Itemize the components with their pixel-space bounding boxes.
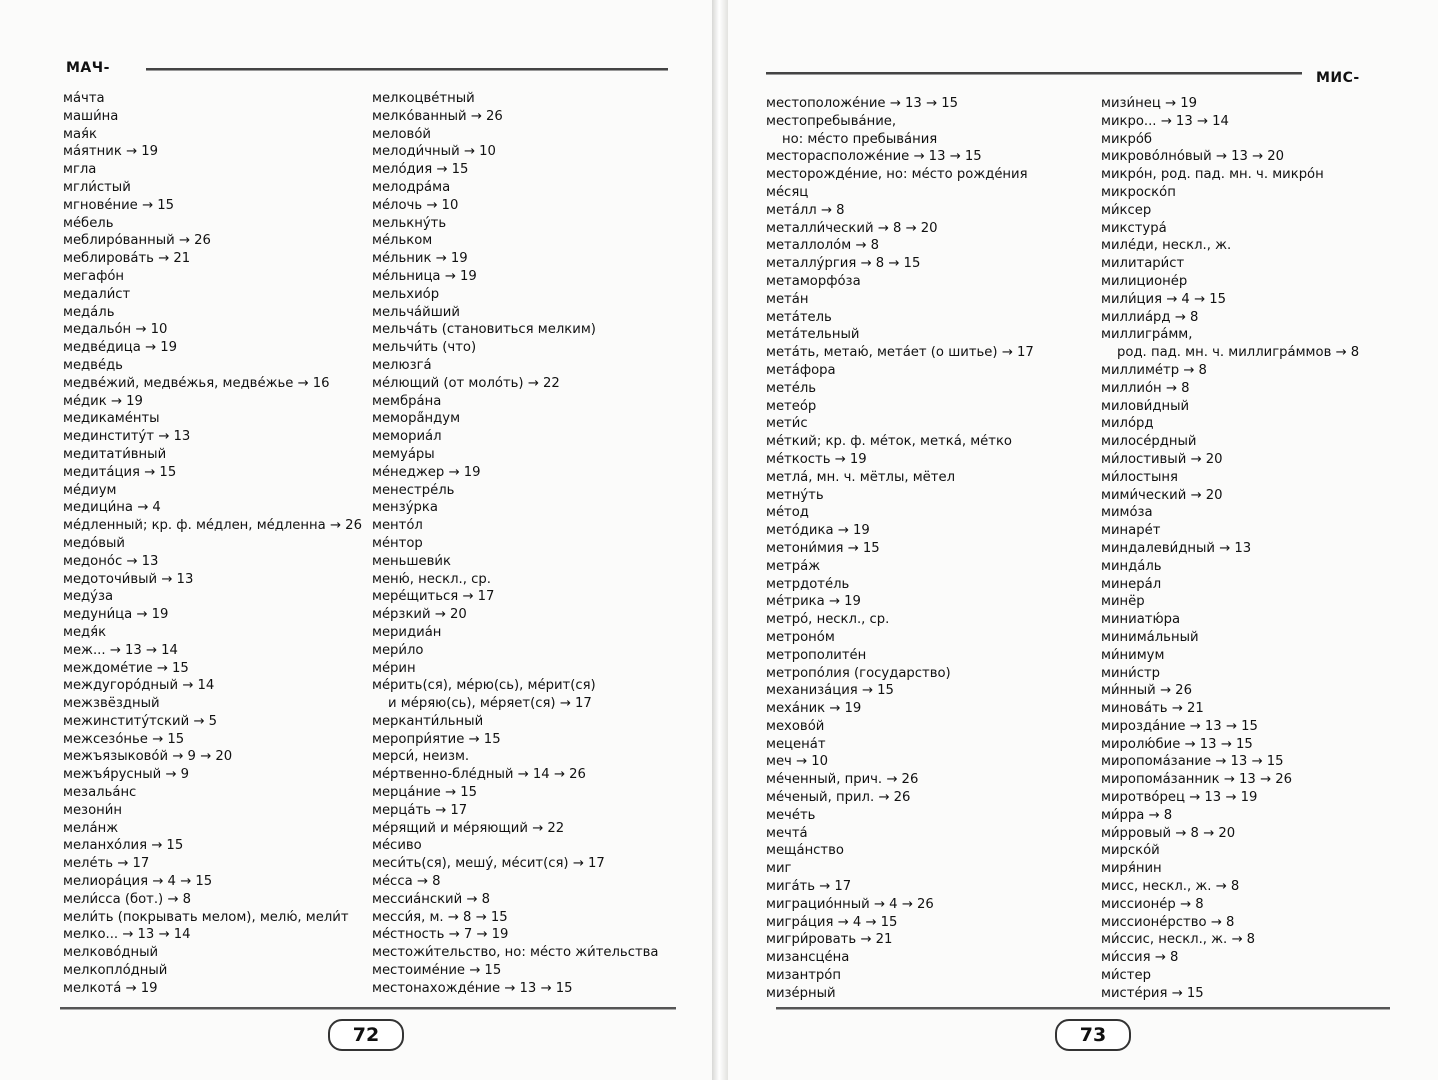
dictionary-entry: мисс, нескл., ж. → 8 <box>1101 879 1240 895</box>
dictionary-entry: ме́дленный; кр. ф. ме́длен, ме́дленна → 26 <box>63 518 362 534</box>
dictionary-entry: мини́стр <box>1101 665 1161 681</box>
dictionary-entry: мерси́, неизм. <box>372 749 470 765</box>
dictionary-entry: менестре́ль <box>372 482 455 498</box>
dictionary-entry: ме́тод <box>766 505 809 521</box>
dictionary-entry: меропри́ятие → 15 <box>372 731 501 747</box>
entry-column <box>766 95 1034 1003</box>
dictionary-entry: метрдоте́ль <box>766 576 850 592</box>
footer-rule <box>60 1007 676 1010</box>
dictionary-entry: медве́жий, медве́жья, медве́жье → 16 <box>63 375 330 391</box>
dictionary-entry: мерканти́льный <box>372 713 484 729</box>
dictionary-entry: местонахожде́ние → 13 → 15 <box>372 980 573 996</box>
dictionary-entry: меха́ник → 19 <box>766 701 862 717</box>
dictionary-entry: микро... → 13 → 14 <box>1101 113 1229 129</box>
dictionary-entry: метаморфо́за <box>766 273 861 289</box>
dictionary-entry: меч → 10 <box>766 754 829 770</box>
dictionary-entry: мая́к <box>63 126 97 142</box>
dictionary-entry: мизансце́на <box>766 950 850 966</box>
dictionary-entry: маши́на <box>63 108 119 124</box>
dictionary-entry: медита́ция → 15 <box>63 464 177 480</box>
dictionary-entry: минаре́т <box>1101 523 1161 539</box>
dictionary-entry: мета́тель <box>766 309 832 325</box>
dictionary-entry: ме́сса → 8 <box>372 874 441 890</box>
dictionary-entry: ме́сяц <box>766 184 809 200</box>
dictionary-entry: медици́на → 4 <box>63 500 161 516</box>
dictionary-entry: металли́ческий → 8 → 20 <box>766 220 938 236</box>
dictionary-entry: мече́ть <box>766 807 816 823</box>
dictionary-entry: меню́, нескл., ср. <box>372 571 491 587</box>
footer-rule <box>776 1007 1390 1010</box>
dictionary-entry: ме́дик → 19 <box>63 393 143 409</box>
dictionary-entry: меблиро́ванный → 26 <box>63 233 211 249</box>
dictionary-entry: металлу́ргия → 8 → 15 <box>766 256 921 272</box>
dictionary-entry: ме́трика → 19 <box>766 594 861 610</box>
dictionary-entry: мете́ль <box>766 380 817 396</box>
dictionary-entry: ме́ченый, прил. → 26 <box>766 790 911 806</box>
dictionary-entry: мельхио́р <box>372 286 440 302</box>
dictionary-entry: межзвёздный <box>63 696 160 712</box>
dictionary-entry: меща́нство <box>766 843 844 859</box>
dictionary-entry: механиза́ция → 15 <box>766 683 894 699</box>
dictionary-entry: ме́рзкий → 20 <box>372 607 467 623</box>
running-head: МИС- <box>1316 70 1360 86</box>
book-gutter <box>712 0 728 1080</box>
dictionary-entry: мемуа́ры <box>372 446 435 462</box>
dictionary-entry: мерца́ть → 17 <box>372 802 468 818</box>
dictionary-entry: медальо́н → 10 <box>63 322 168 338</box>
dictionary-entry: род. пад. мн. ч. миллигра́ммов → 8 <box>1117 345 1360 361</box>
dictionary-entry: микро́н, род. пад. мн. ч. микро́н <box>1101 167 1324 183</box>
dictionary-entry: но: ме́сто пребыва́ния <box>782 131 938 147</box>
dictionary-entry: медоточи́вый → 13 <box>63 571 194 587</box>
dictionary-entry: мелкота́ → 19 <box>63 980 158 996</box>
dictionary-entry: минера́л <box>1101 576 1162 592</box>
dictionary-entry: метра́ж <box>766 558 821 574</box>
dictionary-entry: мигра́ция → 4 → 15 <box>766 914 898 930</box>
dictionary-entry: меду́за <box>63 589 114 605</box>
dictionary-entry: мелюзга́ <box>372 357 432 373</box>
dictionary-entry: местоиме́ние → 15 <box>372 963 502 979</box>
dictionary-entry: ме́стность → 7 → 19 <box>372 927 509 943</box>
page-number: 73 <box>1055 1019 1131 1051</box>
dictionary-entry: миниатю́ра <box>1101 612 1181 628</box>
dictionary-entry: мельчи́ть (что) <box>372 340 477 356</box>
entry-column <box>1101 95 1359 1003</box>
dictionary-entry: ми́ссис, нескл., ж. → 8 <box>1101 932 1256 948</box>
dictionary-entry: минима́льный <box>1101 629 1199 645</box>
dictionary-entry: ме́рящий и ме́ряющий → 22 <box>372 820 565 836</box>
dictionary-entry: медали́ст <box>63 286 131 302</box>
dictionary-entry: мецена́т <box>766 736 826 752</box>
dictionary-entry: микро́б <box>1101 131 1153 147</box>
dictionary-entry: ме́лющий (от моло́ть) → 22 <box>372 375 560 391</box>
dictionary-entry: миг <box>766 861 792 877</box>
dictionary-entry: мегафо́н <box>63 268 125 284</box>
dictionary-entry: миллиа́рд → 8 <box>1101 309 1199 325</box>
dictionary-entry: мисте́рия → 15 <box>1101 985 1204 1001</box>
dictionary-entry: межъя́русный → 9 <box>63 767 190 783</box>
dictionary-entry: ма́ятник → 19 <box>63 144 159 160</box>
entry-column <box>372 90 658 998</box>
dictionary-entry: мгла <box>63 162 97 178</box>
dictionary-entry: металлоло́м → 8 <box>766 238 880 254</box>
dictionary-entry: миропома́зание → 13 → 15 <box>1101 754 1284 770</box>
dictionary-entry: метрополите́н <box>766 647 867 663</box>
dictionary-entry: мизе́рный <box>766 985 836 1001</box>
dictionary-entry: мгнове́ние → 15 <box>63 197 174 213</box>
dictionary-entry: миссионе́рство → 8 <box>1101 914 1235 930</box>
dictionary-entry: ме́ченный, прич. → 26 <box>766 772 919 788</box>
dictionary-entry: медо́вый <box>63 535 126 551</box>
dictionary-entry: милиционе́р <box>1101 273 1188 289</box>
dictionary-entry: мензу́рка <box>372 500 438 516</box>
dictionary-entry: медитати́вный <box>63 446 167 462</box>
dictionary-entry: миротво́рец → 13 → 19 <box>1101 790 1258 806</box>
dictionary-entry: мелко... → 13 → 14 <box>63 927 191 943</box>
dictionary-entry: мирозда́ние → 13 → 15 <box>1101 718 1258 734</box>
dictionary-entry: милосе́рдный <box>1101 434 1197 450</box>
dictionary-entry: минёр <box>1101 594 1145 610</box>
dictionary-entry: ме́рин <box>372 660 416 676</box>
dictionary-entry: мели́ть (покрывать мелом), мелю́, мели́т <box>63 909 349 925</box>
dictionary-entry: миллигра́мм, <box>1101 327 1193 343</box>
dictionary-entry: межсезо́нье → 15 <box>63 731 185 747</box>
dictionary-entry: менто́л <box>372 518 423 534</box>
dictionary-entry: мелкоцве́тный <box>372 91 475 106</box>
dictionary-entry: миле́ди, нескл., ж. <box>1101 238 1232 254</box>
dictionary-entry: минова́ть → 21 <box>1101 701 1204 717</box>
dictionary-entry: ми́ксер <box>1101 202 1152 218</box>
dictionary-entry: мембра́на <box>372 393 442 409</box>
dictionary-entry: ми́лостивый → 20 <box>1101 451 1223 467</box>
dictionary-entry: меле́ть → 17 <box>63 856 150 872</box>
dictionary-entry: миллиме́тр → 8 <box>1101 362 1207 378</box>
dictionary-entry: миропома́занник → 13 → 26 <box>1101 772 1292 788</box>
dictionary-entry: метну́ть <box>766 487 824 503</box>
dictionary-entry: меморa̋ндум <box>372 411 461 427</box>
dictionary-entry: междугоро́дный → 14 <box>63 678 215 694</box>
dictionary-entry: ме́нтор <box>372 535 423 551</box>
dictionary-entry: мемориа́л <box>372 429 442 445</box>
dictionary-entry: миролю́бие → 13 → 15 <box>1101 736 1253 752</box>
entry-column <box>63 90 362 998</box>
dictionary-entry: месси́я, м. → 8 → 15 <box>372 909 508 925</box>
dictionary-entry: медя́к <box>63 624 107 640</box>
dictionary-entry: ме́льком <box>372 233 433 249</box>
dictionary-entry: мимо́за <box>1101 505 1153 521</box>
dictionary-entry: мечта́ <box>766 825 808 841</box>
dictionary-entry: мери́ло <box>372 642 424 658</box>
dictionary-entry: мелково́дный <box>63 945 159 961</box>
dictionary-entry: мели́сса (бот.) → 8 <box>63 891 192 907</box>
dictionary-entry: ме́диум <box>63 482 117 498</box>
right-page <box>728 0 1438 1080</box>
dictionary-entry: мета́ть, метаю́, мета́ет (о шитье) → 17 <box>766 345 1034 361</box>
dictionary-entry: меж... → 13 → 14 <box>63 642 178 658</box>
dictionary-entry: мельча́йший <box>372 304 460 320</box>
dictionary-entry: милитари́ст <box>1101 256 1185 272</box>
dictionary-entry: ме́рить(ся), ме́рю(сь), ме́рит(ся) <box>372 678 596 694</box>
dictionary-entry: мельча́ть (становиться мелким) <box>372 322 596 338</box>
dictionary-entry: мела́нж <box>63 820 119 836</box>
dictionary-entry: ме́сиво <box>372 838 422 854</box>
dictionary-entry: мета́н <box>766 291 809 307</box>
dictionary-entry: ме́ткость → 19 <box>766 451 867 467</box>
dictionary-entry: медве́дица → 19 <box>63 340 178 356</box>
dictionary-entry: ме́льник → 19 <box>372 251 468 267</box>
dictionary-entry: ми́нимум <box>1101 647 1165 663</box>
dictionary-entry: мизантро́п <box>766 968 841 984</box>
dictionary-entry: мига́ть → 17 <box>766 879 852 895</box>
dictionary-entry: ме́ткий; кр. ф. ме́ток, метка́, ме́тко <box>766 434 1012 450</box>
dictionary-entry: мединститу́т → 13 <box>63 429 191 445</box>
dictionary-entry: мелькну́ть <box>372 215 447 231</box>
dictionary-entry: мизи́нец → 19 <box>1101 96 1198 111</box>
dictionary-entry: месторасположе́ние → 13 → 15 <box>766 149 982 165</box>
dictionary-entry: мелодра́ма <box>372 179 451 195</box>
dictionary-entry: мета́лл → 8 <box>766 202 845 218</box>
dictionary-entry: метла́, мн. ч. мётлы, мётел <box>766 469 956 485</box>
header-rule <box>766 72 1302 75</box>
dictionary-entry: мелко́ванный → 26 <box>372 108 503 124</box>
dictionary-entry: мелово́й <box>372 126 431 142</box>
dictionary-entry: ме́лочь → 10 <box>372 197 459 213</box>
dictionary-entry: миря́нин <box>1101 861 1162 877</box>
dictionary-entry: ме́ртвенно-бле́дный → 14 → 26 <box>372 767 586 783</box>
dictionary-entry: меридиа́н <box>372 624 442 640</box>
dictionary-entry: мелкопло́дный <box>63 963 168 979</box>
dictionary-entry: ми́нный → 26 <box>1101 683 1192 699</box>
dictionary-entry: меблирова́ть → 21 <box>63 251 191 267</box>
dictionary-entry: микрово́лно́вый → 13 → 20 <box>1101 149 1285 165</box>
dictionary-entry: месторожде́ние, но: ме́сто рожде́ния <box>766 167 1028 183</box>
dictionary-entry: мета́фора <box>766 362 836 378</box>
dictionary-entry: миссионе́р → 8 <box>1101 896 1204 912</box>
dictionary-entry: метроно́м <box>766 629 835 645</box>
dictionary-entry: меси́ть(ся), мешу́, ме́сит(ся) → 17 <box>372 856 605 872</box>
dictionary-entry: метони́мия → 15 <box>766 540 880 556</box>
dictionary-entry: меланхо́лия → 15 <box>63 838 184 854</box>
dictionary-entry: ме́бель <box>63 215 114 231</box>
dictionary-entry: ма́чта <box>63 91 105 106</box>
dictionary-entry: межинститу́тский → 5 <box>63 713 217 729</box>
dictionary-entry: мелиора́ция → 4 → 15 <box>63 874 213 890</box>
dictionary-entry: мерца́ние → 15 <box>372 785 478 801</box>
dictionary-entry: мело́дия → 15 <box>372 162 469 178</box>
dictionary-entry: метро́, нескл., ср. <box>766 612 890 628</box>
dictionary-entry: мере́щиться → 17 <box>372 589 495 605</box>
dictionary-entry: мими́ческий → 20 <box>1101 487 1223 503</box>
dictionary-entry: ми́лостыня <box>1101 469 1178 485</box>
running-head: МАЧ- <box>66 60 110 76</box>
dictionary-entry: мгли́стый <box>63 179 131 195</box>
dictionary-entry: мезальа́нс <box>63 785 137 801</box>
dictionary-entry: мили́ция → 4 → 15 <box>1101 291 1227 307</box>
dictionary-entry: мезони́н <box>63 802 122 818</box>
dictionary-entry: меньшеви́к <box>372 553 451 569</box>
dictionary-entry: медикаме́нты <box>63 411 160 427</box>
dictionary-entry: ми́рра → 8 <box>1101 807 1173 823</box>
dictionary-entry: ми́ссия → 8 <box>1101 950 1179 966</box>
dictionary-entry: ми́рровый → 8 → 20 <box>1101 825 1236 841</box>
dictionary-entry: ме́неджер → 19 <box>372 464 481 480</box>
dictionary-entry: местопребыва́ние, <box>766 113 897 129</box>
dictionary-entry: мирско́й <box>1101 843 1160 859</box>
dictionary-entry: мигри́ровать → 21 <box>766 932 893 948</box>
dictionary-entry: и ме́ряю(сь), ме́ряет(ся) → 17 <box>388 696 592 712</box>
dictionary-entry: миндалеви́дный → 13 <box>1101 540 1252 556</box>
dictionary-entry: метео́р <box>766 398 817 414</box>
dictionary-entry: минда́ль <box>1101 558 1162 574</box>
dictionary-entry: медоно́с → 13 <box>63 553 159 569</box>
page-number: 72 <box>328 1019 404 1051</box>
dictionary-entry: ми́стер <box>1101 968 1151 984</box>
dictionary-entry: местоположе́ние → 13 → 15 <box>766 96 958 111</box>
dictionary-entry: ме́льница → 19 <box>372 268 477 284</box>
dictionary-entry: мелоди́чный → 10 <box>372 144 496 160</box>
left-page <box>0 0 712 1080</box>
dictionary-entry: мета́тельный <box>766 327 860 343</box>
dictionary-entry: мило́рд <box>1101 416 1154 432</box>
dictionary-entry: микстура́ <box>1101 220 1167 236</box>
dictionary-entry: миллио́н → 8 <box>1101 380 1190 396</box>
dictionary-entry: мети́с <box>766 416 808 432</box>
dictionary-entry: миграцио́нный → 4 → 26 <box>766 896 934 912</box>
dictionary-entry: межъязыково́й → 9 → 20 <box>63 749 233 765</box>
dictionary-entry: мето́дика → 19 <box>766 523 870 539</box>
dictionary-entry: местожи́тельство, но: ме́сто жи́тельства <box>372 945 659 961</box>
dictionary-entry: мессиа́нский → 8 <box>372 891 491 907</box>
dictionary-entry: метропо́лия (государство) <box>766 665 951 681</box>
dictionary-entry: микроско́п <box>1101 184 1176 200</box>
header-rule <box>146 68 668 71</box>
dictionary-entry: мехово́й <box>766 718 825 734</box>
dictionary-entry: меда́ль <box>63 304 115 320</box>
dictionary-entry: медве́дь <box>63 357 123 373</box>
dictionary-entry: междоме́тие → 15 <box>63 660 189 676</box>
dictionary-entry: медуни́ца → 19 <box>63 607 169 623</box>
dictionary-entry: милови́дный <box>1101 398 1190 414</box>
